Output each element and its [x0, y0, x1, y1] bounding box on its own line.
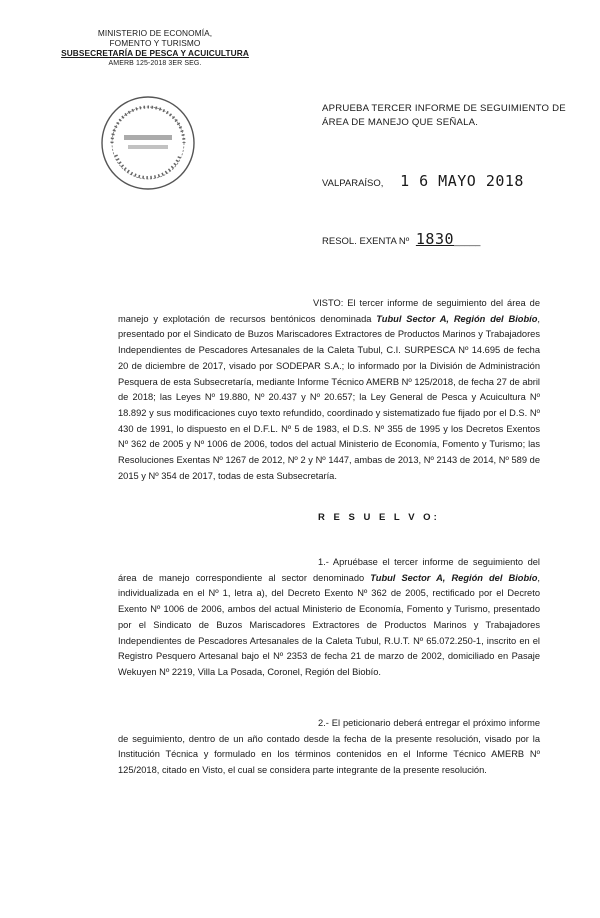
title-line-1: APRUEBA TERCER INFORME DE SEGUIMIENTO DE	[322, 103, 566, 114]
item2-text-1: 2.- El peticionario deberá entregar el próximo informe de seguimiento, dentro de un año contado desde la fecha de la presente resolución, visado por la Institución Técnica y formulado en los términos contenidos en el Informe Técnico AMERB Nº 125/2018, citado en Visto, el cual se considera parte integrante de la presente resolución.	[118, 718, 540, 776]
header-line-3: SUBSECRETARÍA DE PESCA Y ACUICULTURA	[61, 48, 249, 59]
header-line-2: FOMENTO Y TURISMO	[109, 38, 201, 49]
resolution-line	[322, 230, 480, 248]
item1-text-2: , individualizada en el Nº 1, letra a), del Decreto Exento Nº 362 de 2005, rectificado por el Decreto Exento Nº 1006 de 2006, ambos del actual Ministerio de Economía, Fomento y Turismo, presentado por el Sindicato de Buzos Mariscadores Extractores de Productos Marinos y Trabajadores Independientes de Pescadores Artesanales de la Caleta Tubul, R.U.T. Nº 65.072.250-1, inscrito en el Registro Pesquero Artesanal bajo el Nº 2353 de fecha 21 de marzo de 2002, domiciliado en Pasaje Wekuyen Nº 2219, Villa La Posada, Coronel, Región del Biobío.	[118, 572, 540, 677]
visto-area-name: Tubul Sector A, Región del Biobío	[376, 313, 538, 324]
resolution-number: 1830	[415, 230, 455, 248]
resolution-item-1	[118, 555, 540, 681]
date-value: 1 6 MAYO 2018	[400, 172, 524, 190]
ministry-header	[40, 28, 270, 69]
title-line-2: ÁREA DE MANEJO QUE SEÑALA.	[322, 117, 479, 128]
resuelvo-heading: R E S U E L V O:	[318, 512, 440, 523]
resolution-item-2	[118, 716, 540, 779]
item1-area-name: Tubul Sector A, Región del Biobío	[370, 572, 538, 583]
header-line-4: AMERB 125-2018 3ER SEG.	[108, 59, 202, 67]
date-line	[322, 172, 524, 190]
circular-stamp-icon	[98, 93, 198, 193]
visto-text-2: , presentado por el Sindicato de Buzos Mariscadores Extractores de Productos Marinos y Trabajadores Independientes de Pescadores Artesanales de la Caleta Tubul, C.I. SURPESCA Nº 14.695 de fecha 20 de diciembre de 2017, visado por SODEPAR S.A.; lo informado por la División de Administración Pesquera de esta Subsecretaría, mediante Informe Técnico AMERB Nº 125/2018, de fecha 27 de abril de 2018; las Leyes Nº 19.880, Nº 20.437 y Nº 20.657; la Ley General de Pesca y Acuicultura Nº 18.892 y sus modificaciones cuyo texto refundido, coordinado y sistematizado fue fijado por el D.S. Nº 430 de 1991, lo dispuesto en el D.F.L. Nº 5 de 1983, el D.S. Nº 355 de 1995 y los Decretos Exentos Nº 362 de 2005 y Nº 1006 de 2006, todos del actual Ministerio de Economía, Fomento y Turismo; las Resoluciones Exentas Nº 1267 de 2012, Nº 2 y Nº 1447, ambas de 2013, Nº 2143 de 2014, Nº 589 de 2015 y Nº 354 de 2017, todas de esta Subsecretaría.	[118, 313, 540, 481]
date-place: VALPARAÍSO,	[322, 178, 384, 189]
resolution-label: RESOL. EXENTA Nº	[322, 236, 410, 247]
resolution-suffix: _____	[454, 236, 481, 247]
document-title	[322, 102, 592, 130]
visto-paragraph	[118, 296, 540, 484]
header-line-1: MINISTERIO DE ECONOMÍA,	[97, 28, 213, 38]
visto-text-1: VISTO: El tercer informe de seguimiento del área de manejo y explotación de recursos bentónicos denominada	[118, 298, 540, 324]
item1-text-1: 1.- Apruébase el tercer informe de seguimiento del área de manejo correspondiente al sector denominado	[118, 557, 540, 583]
